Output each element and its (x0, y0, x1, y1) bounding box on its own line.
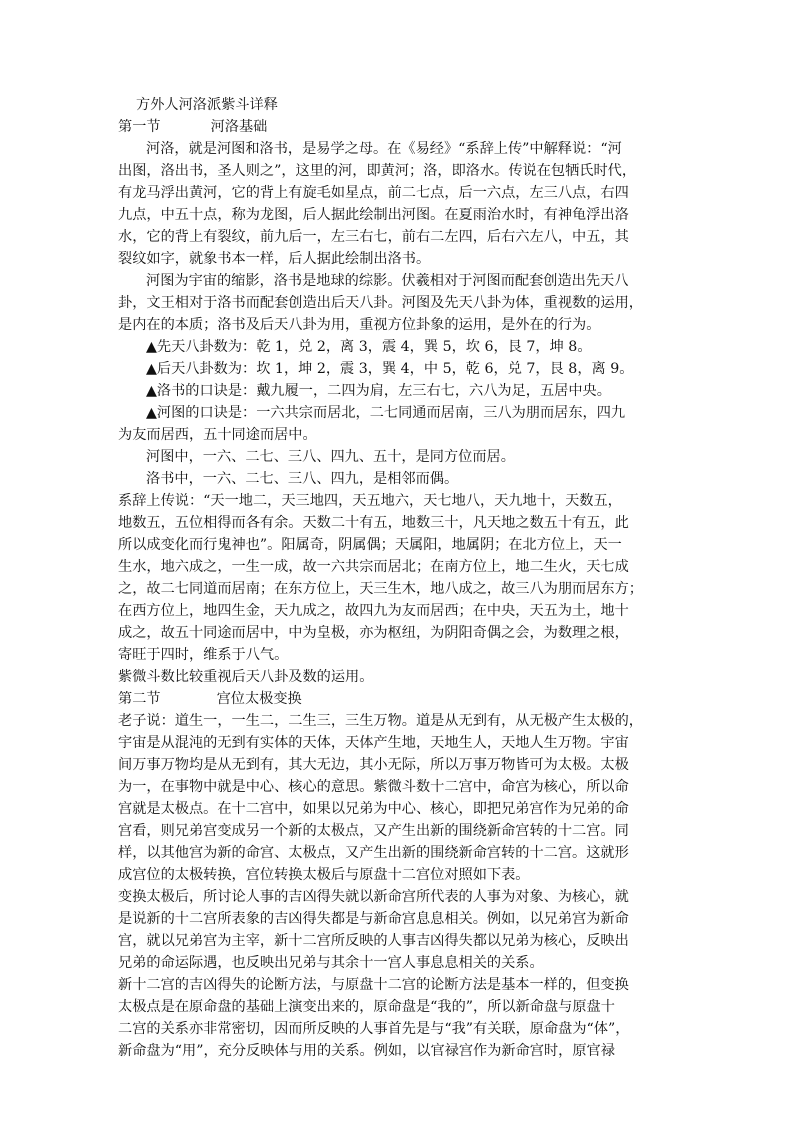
paragraph-line: 卦，文王相对于洛书而配套创造出后天八卦。河图及先天八卦为体，重视数的运用， (118, 295, 643, 311)
paragraph-line: 新十二宫的吉凶得失的论断方法，与原盘十二宫的论断方法是基本一样的，但变换 (118, 977, 629, 993)
paragraph-line: 宫看，则兄弟宫变成另一个新的太极点，又产生出新的围绕新命宫转的十二宫。同 (118, 823, 629, 839)
document-title: 方外人河洛派紫斗详释 (136, 97, 278, 113)
bullet-line: ▲河图的口诀是：一六共宗而居北，二七同通而居南，三八为朋而居东，四九 (146, 405, 626, 421)
section-name: 河洛基础 (210, 119, 268, 135)
document-page (118, 94, 686, 1062)
paragraph-line: 新命盘为“用”，充分反映体与用的关系。例如，以官禄宫作为新命宫时，原官禄 (118, 1043, 615, 1059)
paragraph-line: 所以成变化而行鬼神也”。阳属奇，阴属偶；天属阳，地属阴；在北方位上，天一 (118, 537, 622, 553)
paragraph-line: 河图中，一六、二七、三八、四九、五十，是同方位而居。 (146, 449, 515, 465)
paragraph-line: 是说新的十二宫所表象的吉凶得失都是与新命宫息息相关。例如，以兄弟宫为新命 (118, 911, 629, 927)
paragraph-line: 为友而居西，五十同途而居中。 (118, 427, 317, 443)
paragraph-line: 生水，地六成之，一生一成，故一六共宗而居北；在南方位上，地二生火，天七成 (118, 559, 629, 575)
paragraph-line: 裂纹如字，就象书本一样，后人据此绘制出洛书。 (118, 251, 431, 267)
section-number: 第一节 (118, 119, 161, 135)
paragraph-line: 二宫的关系亦非常密切，因而所反映的人事首先是与“我”有关联，原命盘为“体”， (118, 1021, 630, 1037)
paragraph-line: 间万事万物均是从无到有，其大无边，其小无际，所以万事万物皆可为太极。太极 (118, 757, 629, 773)
paragraph-line: 宇宙是从混沌的无到有实体的天体，天体产生地，天地生人，天地人生万物。宇宙 (118, 735, 629, 751)
paragraph-line: 样，以其他宫为新的命宫、太极点，又产生出新的围绕新命宫转的十二宫。这就形 (118, 845, 629, 861)
paragraph-line: 在西方位上，地四生金，天九成之，故四九为友而居西；在中央，天五为土，地十 (118, 603, 629, 619)
paragraph-line: 地数五，五位相得而各有余。天数二十有五，地数三十，凡天地之数五十有五，此 (118, 515, 629, 531)
paragraph-line: 成宫位的太极转换，宫位转换太极后与原盘十二宫位对照如下表。 (118, 867, 530, 883)
paragraph-line: 宫，就以兄弟宫为主宰，新十二宫所反映的人事吉凶得失都以兄弟为核心，反映出 (118, 933, 629, 949)
paragraph-line: 寄旺于四时，维系于八气。 (118, 647, 289, 663)
paragraph-line: 为一，在事物中就是中心、核心的意思。紫微斗数十二宫中，命宫为核心，所以命 (118, 779, 629, 795)
paragraph-line: 洛书中，一六、二七、三八、四九，是相邻而偶。 (146, 471, 459, 487)
section-heading-2 (118, 688, 686, 710)
paragraph-line: 有龙马浮出黄河，它的背上有旋毛如星点，前二七点，后一六点，左三八点，右四 (118, 185, 629, 201)
paragraph-line: 水，它的背上有裂纹，前九后一，左三右七，前右二左四，后右六左八，中五，其 (118, 229, 629, 245)
paragraph-line: 系辞上传说：“天一地二，天三地四，天五地六，天七地八，天九地十，天数五， (118, 493, 622, 509)
section-number: 第二节 (118, 691, 161, 707)
paragraph-line: 成之，故五十同途而居中，中为皇极，亦为枢纽，为阴阳奇偶之会，为数理之根， (118, 625, 629, 641)
paragraph-line: 九点，中五十点，称为龙图，后人据此绘制出河图。在夏雨治水时，有神龟浮出洛 (118, 207, 629, 223)
paragraph-line: 出图，洛出书，圣人则之”，这里的河，即黄河；洛，即洛水。传说在包牺氏时代， (118, 163, 637, 179)
paragraph-line: 太极点是在原命盘的基础上演变出来的，原命盘是“我的”，所以新命盘与原盘十 (118, 999, 615, 1015)
paragraph-line: 老子说：道生一，一生二，二生三，三生万物。道是从无到有，从无极产生太极的， (118, 713, 643, 729)
bullet-line: ▲洛书的口诀是：戴九履一，二四为肩，左三右七，六八为足，五居中央。 (146, 383, 611, 399)
paragraph-line: 变换太极后，所讨论人事的吉凶得失就以新命宫所代表的人事为对象、为核心，就 (118, 889, 629, 905)
bullet-line: ▲后天八卦数为：坎 1，坤 2，震 3，巽 4，中 5，乾 6，兑 7，艮 8，离 9。 (146, 361, 634, 377)
section-heading-1 (118, 116, 686, 138)
paragraph-line: 河洛，就是河图和洛书，是易学之母。在《易经》“系辞上传”中解释说：“河 (146, 141, 622, 157)
paragraph-line: 之，故二七同道而居南；在东方位上，天三生木，地八成之，故三八为朋而居东方； (118, 581, 643, 597)
paragraph-line: 紫微斗数比较重视后天八卦及数的运用。 (118, 669, 374, 685)
bullet-line: ▲先天八卦数为：乾 1，兑 2，离 3，震 4，巽 5，坎 6，艮 7，坤 8。 (146, 339, 592, 355)
paragraph-line: 兄弟的命运际遇，也反映出兄弟与其余十一宫人事息息相关的关系。 (118, 955, 544, 971)
paragraph-line: 宫就是太极点。在十二宫中，如果以兄弟为中心、核心，即把兄弟宫作为兄弟的命 (118, 801, 629, 817)
paragraph-line: 河图为宇宙的缩影，洛书是地球的综影。伏羲相对于河图而配套创造出先天八 (146, 273, 629, 289)
section-name: 宫位太极变换 (216, 691, 302, 707)
paragraph-line: 是内在的本质；洛书及后天八卦为用，重视方位卦象的运用，是外在的行为。 (118, 317, 601, 333)
